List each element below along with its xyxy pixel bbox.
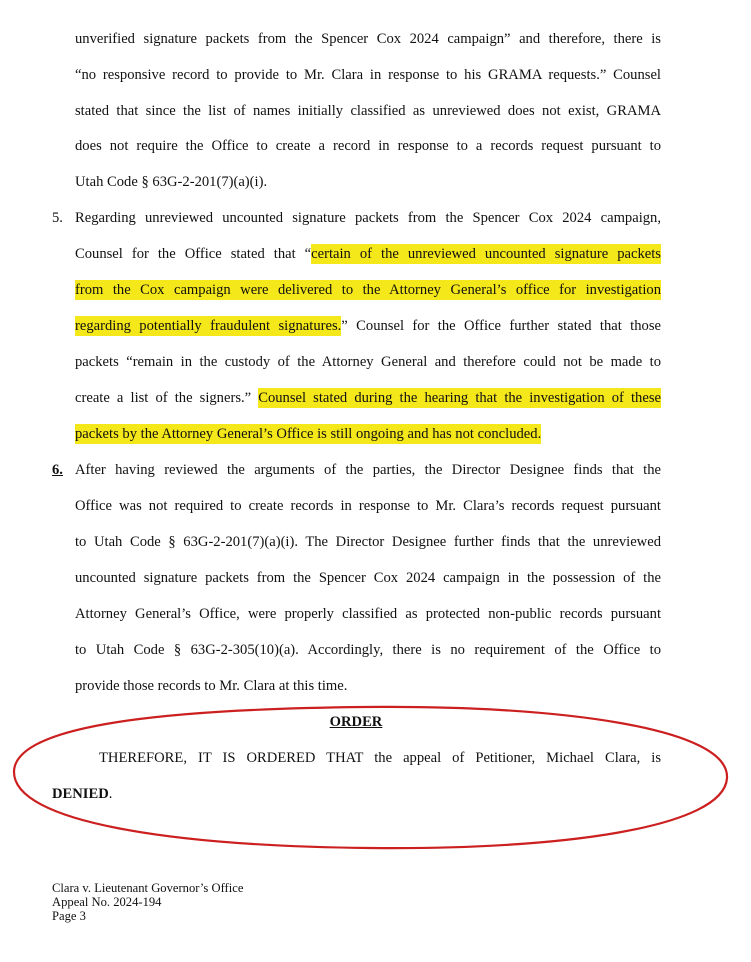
footer-page: Page 3 [52, 909, 86, 923]
item5-text: ” Counsel for the Office further stated that those [341, 318, 661, 334]
item5-text: Counsel for the Office stated that “ [75, 246, 312, 262]
denied-text: DENIED [52, 786, 109, 802]
footer-case: Clara v. Lieutenant Governor’s Office [52, 881, 244, 895]
highlighted-text: packets by the Attorney General’s Office is still ongoing and has not concluded. [75, 426, 542, 442]
item6-line: to Utah Code § 63G-2-305(10)(a). Accordingly, there is no requirement of the Office to [75, 642, 661, 658]
item6-line: Office was not required to create records in response to Mr. Clara’s records request pursuant [75, 498, 661, 514]
page-footer [52, 881, 243, 923]
paragraph-line: stated that since the list of names initially classified as unreviewed does not exist, GRAMA [75, 103, 661, 119]
highlighted-text: from the Cox campaign were delivered to the Attorney General’s office for investigation [75, 282, 661, 298]
paragraph-line: does not require the Office to create a record in response to a records request pursuant to [75, 138, 661, 154]
paragraph-line: “no responsive record to provide to Mr. Clara in response to his GRAMA requests.” Counsel [75, 67, 661, 83]
item-number: 5. [52, 210, 63, 226]
order-period: . [108, 786, 113, 802]
highlighted-text: certain of the unreviewed uncounted signature packets [311, 246, 661, 262]
paragraph-line: unverified signature packets from the Spencer Cox 2024 campaign” and therefore, there is [75, 31, 661, 47]
item6-line: provide those records to Mr. Clara at this time. [75, 678, 348, 694]
order-line: THEREFORE, IT IS ORDERED THAT the appeal of Petitioner, Michael Clara, is [99, 750, 661, 766]
item5-line: packets “remain in the custody of the Attorney General and therefore could not be made to [75, 354, 661, 370]
highlighted-text: Counsel stated during the hearing that the investigation of these [258, 390, 661, 406]
item6-line: to Utah Code § 63G-2-201(7)(a)(i). The Director Designee further finds that the unreviewed [75, 534, 661, 550]
highlighted-text: regarding potentially fraudulent signatures. [75, 318, 342, 334]
item6-line: Attorney General’s Office, were properly classified as protected non-public records pursuant [75, 606, 661, 622]
item6-line: uncounted signature packets from the Spencer Cox 2024 campaign in the possession of the [75, 570, 661, 586]
footer-appeal: Appeal No. 2024-194 [52, 895, 162, 909]
item-number: 6. [52, 462, 63, 478]
item6-line: After having reviewed the arguments of the parties, the Director Designee finds that the [75, 462, 661, 478]
paragraph-line: Utah Code § 63G-2-201(7)(a)(i). [75, 174, 268, 190]
item5-text: create a list of the signers.” [75, 390, 259, 406]
item5-line: Regarding unreviewed uncounted signature packets from the Spencer Cox 2024 campaign, [75, 210, 661, 226]
order-heading: ORDER [329, 714, 383, 730]
